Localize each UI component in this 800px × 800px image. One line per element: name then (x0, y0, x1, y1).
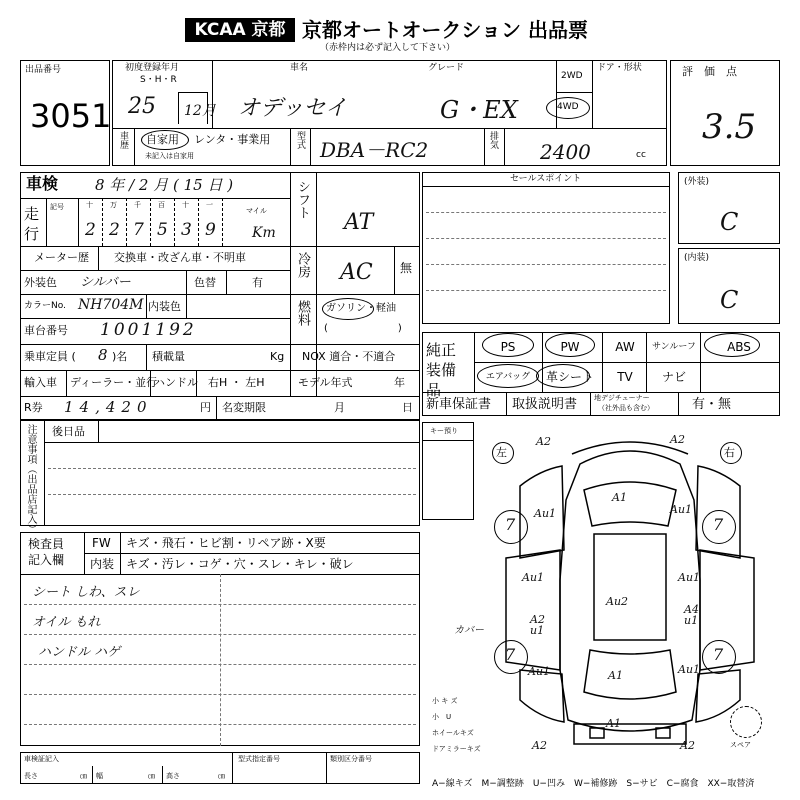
later-label: 後日品 (52, 425, 85, 438)
height-unit: ㎝ (218, 772, 225, 780)
year-era: S・H・R (140, 75, 177, 85)
equipment-item: ABS (727, 340, 751, 354)
nox-label: NOX 適合・不適合 (302, 350, 396, 363)
legend-item: ドアミラーキズ (432, 745, 481, 753)
damage-mark: Au1 (534, 507, 557, 520)
width-unit: ㎝ (148, 772, 155, 780)
shift-value: AT (344, 210, 374, 235)
fw-options: キズ・飛石・ヒビ割・リペア跡・X要 (126, 536, 326, 550)
damage-mark: A1 (606, 717, 621, 730)
chassis-value: 1001192 (100, 320, 197, 340)
exterior-grade: C (720, 208, 739, 236)
model-year-label: モデル年式 (298, 376, 353, 389)
color-change-value: 有 (252, 276, 263, 289)
equipment-item: 革シート (546, 370, 595, 384)
score-label: 評 価 点 (682, 65, 737, 78)
equipment-item: AW (615, 340, 635, 354)
cert-label: 車検証記入 (24, 755, 59, 763)
ac-none: 無 (400, 261, 413, 275)
ac-label: 冷房 (295, 252, 310, 278)
damage-mark: A2 (670, 433, 685, 446)
capacity-value: 8 (98, 346, 108, 364)
damage-mark: A2 (532, 739, 547, 752)
abs-circle (704, 333, 760, 357)
length-unit: ㎝ (80, 772, 87, 780)
mileage-digit-4: 3 (181, 220, 192, 240)
key-label: キー預り (430, 427, 458, 435)
equipment-label: 純正装備品 (426, 341, 457, 399)
car-name: オデッセイ (238, 96, 347, 121)
import-options: ディーラー・並行 (70, 376, 158, 389)
warranty-label: 新車保証書 (426, 397, 492, 412)
form-note: （赤枠内は必ず記入して下さい） (320, 43, 456, 53)
door-label: ドア・形状 (597, 63, 642, 73)
model-year-unit: 年 (394, 376, 405, 389)
meter-options: 交換車・改ざん車・不明車 (114, 251, 246, 264)
logo: KCAA 京都 (185, 18, 295, 42)
damage-mark: A2 (680, 739, 695, 752)
color-no-label: カラーNo. (24, 301, 66, 311)
mileage-unit-5: 一 (206, 201, 213, 209)
capacity-label: 乗車定員 ( (24, 350, 76, 363)
displacement-value: 2400 (540, 140, 591, 164)
equipment-item: TV (617, 370, 633, 384)
tire-rear-left-mark: 7 (505, 645, 516, 664)
damage-mark: A2 (536, 435, 551, 448)
equipment-item: PS (500, 340, 516, 354)
lot-label: 出品番号 (25, 65, 62, 75)
legend-item: ホイールキズ (432, 729, 474, 737)
tuner-label: 地デジチューナー (594, 394, 650, 402)
spare-label: スペア (730, 741, 751, 749)
model-label: 型式 (295, 131, 305, 149)
spare-circle (730, 706, 762, 738)
color-value: シルバー (80, 275, 131, 290)
mileage-digit-1: 2 (109, 220, 120, 240)
name-change-day: 日 (402, 401, 413, 414)
name-change-label: 名変期限 (222, 401, 266, 414)
drive-2wd: 2WD (561, 71, 583, 81)
equipment-item: サンルーフ (652, 341, 696, 352)
ps-circle (482, 333, 534, 357)
airbag-circle (477, 364, 539, 388)
car-name-label: 車名 (290, 63, 309, 73)
length-label: 長さ (24, 772, 38, 780)
load-label: 積載量 (152, 350, 185, 363)
damage-mark: Au1 (678, 571, 701, 584)
mileage-unit-1: 万 (110, 201, 117, 209)
mileage-digit-3: 5 (157, 220, 168, 240)
equipment-item: PW (560, 340, 580, 354)
model-value: DBA－RC2 (320, 138, 429, 162)
manual-label: 取扱説明書 (512, 397, 578, 412)
damage-mark: A4 u1 (684, 603, 699, 627)
history-other: レンタ・事業用 (194, 133, 271, 146)
tire-rear-right-mark: 7 (713, 645, 724, 664)
mileage-unit: Km (252, 225, 276, 241)
width-label: 幅 (96, 772, 103, 780)
recycle-label: R券 (24, 401, 43, 414)
damage-mark: A1 (608, 669, 623, 682)
interior-label: (内装) (684, 253, 710, 263)
damage-mark: Au2 (606, 595, 629, 608)
equipment-item: エアバッグ (485, 371, 531, 382)
ac-value: AC (340, 260, 373, 285)
meter-label: メーター歴 (34, 251, 89, 264)
handle-label: ハンドル (154, 376, 198, 389)
roof (594, 534, 666, 640)
recycle-value: 14,420 (64, 398, 153, 416)
color-no: NH704M (78, 297, 144, 313)
interior-color-label: 内装色 (148, 300, 181, 313)
form-title: 京都オートオークション 出品票 (302, 18, 588, 42)
mileage-unit-2: 千 (134, 201, 141, 209)
left-label: 左 (496, 446, 507, 459)
chassis-label: 車台番号 (24, 324, 68, 337)
front-window (584, 482, 676, 526)
rear-window (584, 650, 676, 699)
inspector-label: 検査員記入欄 (28, 537, 65, 567)
history-private: 自家用 (146, 133, 179, 146)
interior-insp-options: キズ・汚レ・コゲ・穴・スレ・キレ・破レ (126, 557, 354, 571)
legend-item: 小 U (432, 713, 452, 721)
damage-mark: A2 u1 (530, 613, 545, 637)
mileage-unit-label: マイル (246, 207, 267, 215)
history-label: 車歴 (118, 131, 128, 149)
fuel-label: 燃料 (295, 300, 310, 326)
class-no-label: 類別区分番号 (330, 755, 372, 763)
fuel-options: ガソリン・軽油 (326, 303, 396, 314)
damage-mark: Au1 (678, 663, 701, 676)
shaken-label: 車検 (26, 174, 59, 193)
pw-circle (545, 333, 595, 357)
key-box (422, 422, 474, 520)
notes-label: 注意事項（出品店記入） (25, 424, 36, 534)
car-body-outline (560, 451, 700, 731)
inspector-comment-2: オイル もれ (32, 615, 101, 630)
mileage-digit-0: 2 (85, 220, 96, 240)
fw-label: FW (92, 536, 111, 550)
cover-label: カバー (454, 625, 484, 636)
score-value: 3.5 (702, 107, 757, 147)
year-value: 25 (128, 94, 156, 119)
damage-mark: Au1 (522, 571, 545, 584)
shift-label: シフト (295, 180, 310, 219)
capacity-unit: )名 (112, 350, 128, 363)
right-label: 右 (724, 446, 735, 459)
mileage-digit-2: 7 (133, 220, 144, 240)
load-unit: Kg (270, 350, 285, 363)
height-label: 高さ (166, 772, 180, 780)
interior-insp-label: 内装 (90, 557, 115, 571)
damage-mark: A1 (612, 491, 627, 504)
displacement-label: 排気 (488, 131, 498, 149)
tire-front-left-mark: 7 (505, 515, 516, 534)
legend-bottom: A−線キズ M−調整跡 U−凹み W−補修跡 S−サビ C−腐食 XX−取替済 (432, 779, 755, 789)
legend-item: 小 キ ズ (432, 697, 458, 705)
tire-front-right-mark: 7 (713, 515, 724, 534)
drive-4wd: 4WD (557, 102, 579, 112)
mileage-unit-4: 十 (182, 201, 189, 209)
mileage-unit-3: 百 (158, 201, 165, 209)
damage-mark: Au1 (528, 665, 551, 678)
sales-title: セールスポイント (510, 174, 582, 184)
fuel-paren: ( ) (324, 323, 402, 334)
handle-options: 右H ・ 左H (208, 376, 265, 389)
equipment-item: ナビ (661, 370, 686, 384)
interior-grade: C (720, 286, 739, 314)
history-note: 未記入は自家用 (145, 152, 194, 160)
color-label: 外装色 (24, 276, 57, 289)
tuner-value: 有・無 (692, 397, 732, 412)
inspector-comment-1: シート しわ、スレ (32, 585, 140, 600)
shaken-value: 8 年 / 2 月 ( 15 日 ) (95, 176, 234, 194)
mileage-unit-0: 十 (86, 201, 93, 209)
mileage-label: 走行 (24, 205, 40, 243)
leather-circle (536, 364, 590, 388)
grade-label: グレード (428, 63, 465, 73)
sales-box (422, 172, 670, 324)
year-label: 初度登録年月 (125, 63, 180, 73)
mileage-marker: 記号 (50, 203, 64, 211)
recycle-unit: 円 (200, 401, 211, 414)
lot-number: 3051 (30, 97, 112, 135)
color-change-label: 色替 (194, 276, 216, 289)
exterior-label: (外装) (684, 177, 710, 187)
displacement-unit: cc (636, 150, 646, 160)
import-label: 輸入車 (24, 376, 57, 389)
inspector-comment-3: ハンドル ハゲ (38, 645, 121, 660)
month-value: 12月 (184, 103, 216, 119)
mileage-digit-5: 9 (205, 220, 216, 240)
type-no-label: 型式指定番号 (238, 755, 280, 763)
tuner-note: （社外品も含む） (598, 404, 654, 412)
name-change-month: 月 (334, 401, 345, 414)
damage-mark: Au1 (670, 503, 693, 516)
grade-value: G・EX (440, 96, 518, 124)
